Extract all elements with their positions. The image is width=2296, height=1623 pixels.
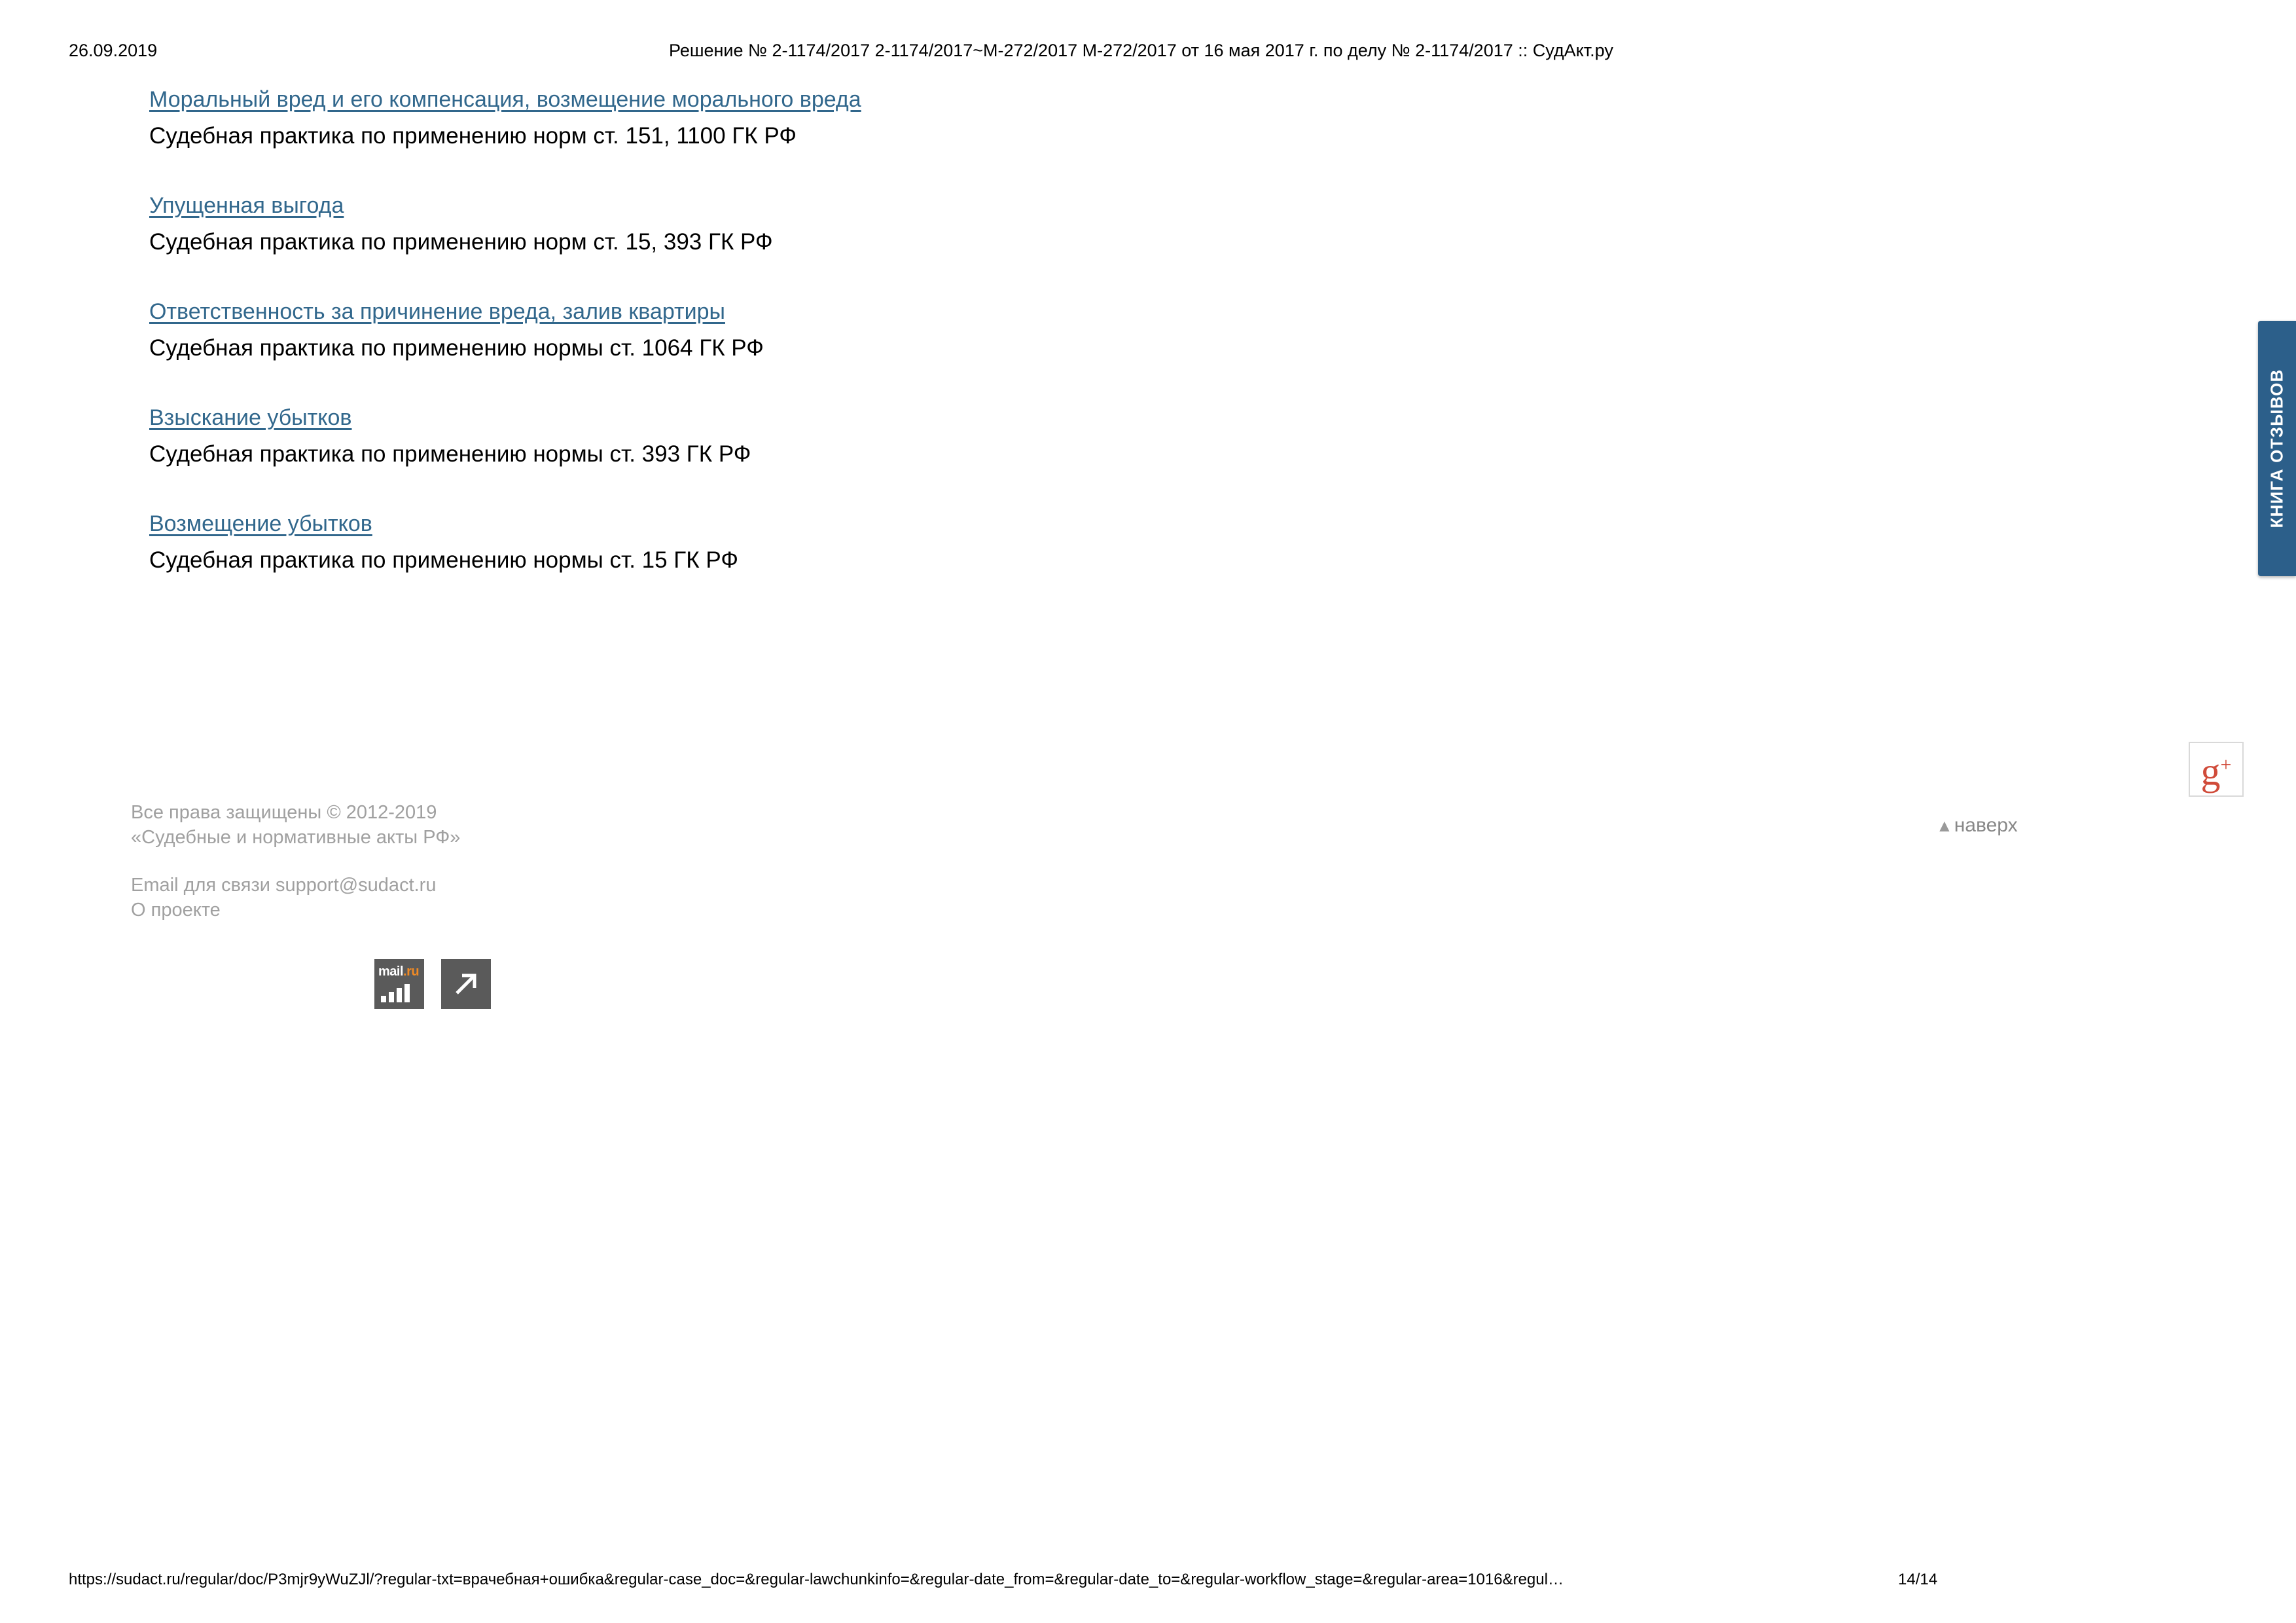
mailru-counter-bars — [381, 984, 410, 1002]
related-link-vozmeshchenie-ubytkov[interactable]: Возмещение убытков — [149, 511, 372, 536]
caret-up-icon: ▲ — [1936, 816, 1953, 835]
feedback-book-tab-label: КНИГА ОТЗЫВОВ — [2267, 369, 2287, 528]
google-plus-glyph: g+ — [2200, 750, 2232, 793]
mailru-counter-icon[interactable] — [374, 959, 424, 1009]
related-link-otvetstvennost-za-prichinenie-vreda[interactable]: Ответственность за причинение вреда, залив квартиры — [149, 299, 725, 324]
footer-copyright: Все права защищены © 2012-2019 — [131, 802, 437, 823]
list-item — [149, 403, 1851, 469]
list-item — [149, 297, 1851, 363]
back-to-top-link[interactable] — [1936, 814, 2018, 837]
related-link-description: Судебная практика по применению нормы ст. 15 ГК РФ — [149, 547, 738, 573]
related-link-description: Судебная практика по применению норм ст. 15, 393 ГК РФ — [149, 229, 773, 255]
print-footer-url: https://sudact.ru/regular/doc/P3mjr9yWuZJl/?regular-txt=врачебная+ошибка&regular-case_doc=&regular-lawchunkinfo=&regular-date_from=&regular-date_to=&regular-workflow_stage=&regular-area=1016&regul… — [69, 1571, 1564, 1588]
related-links-list — [149, 85, 1851, 575]
site-footer — [131, 800, 1178, 922]
list-item — [149, 191, 1851, 257]
print-header-date: 26.09.2019 — [69, 41, 158, 60]
footer-about-link[interactable]: О проекте — [131, 900, 221, 921]
print-footer-page-number: 14/14 — [1898, 1571, 1938, 1588]
back-to-top-label: наверх — [1954, 814, 2018, 836]
related-link-description: Судебная практика по применению нормы ст. 1064 ГК РФ — [149, 335, 764, 361]
related-link-moralnyy-vred[interactable]: Моральный вред и его компенсация, возмещение морального вреда — [149, 87, 861, 112]
footer-email[interactable]: Email для связи support@sudact.ru — [131, 875, 437, 896]
print-header-title: Решение № 2-1174/2017 2-1174/2017~М-272/2017 М-272/2017 от 16 мая 2017 г. по делу № 2-1174/2017 :: СудАкт.ру — [669, 41, 1613, 60]
feedback-book-tab[interactable] — [2258, 321, 2296, 576]
footer-site-name: «Судебные и нормативные акты РФ» — [131, 827, 461, 848]
related-link-vzyskanie-ubytkov[interactable]: Взыскание убытков — [149, 405, 352, 430]
related-link-upushchennaya-vygoda[interactable]: Упущенная выгода — [149, 193, 344, 218]
related-link-description: Судебная практика по применению нормы ст. 393 ГК РФ — [149, 441, 751, 467]
list-item — [149, 509, 1851, 575]
list-item — [149, 85, 1851, 151]
footer-spacer — [131, 850, 1178, 873]
mailru-counter-label: mail.ru — [378, 964, 420, 979]
related-link-description: Судебная практика по применению норм ст. 151, 1100 ГК РФ — [149, 123, 797, 149]
counter-badges — [374, 959, 491, 1009]
print-footer — [0, 1571, 2296, 1592]
rating-arrow-icon[interactable] — [441, 959, 491, 1009]
print-header — [0, 41, 2296, 63]
google-plus-icon[interactable] — [2189, 742, 2244, 797]
